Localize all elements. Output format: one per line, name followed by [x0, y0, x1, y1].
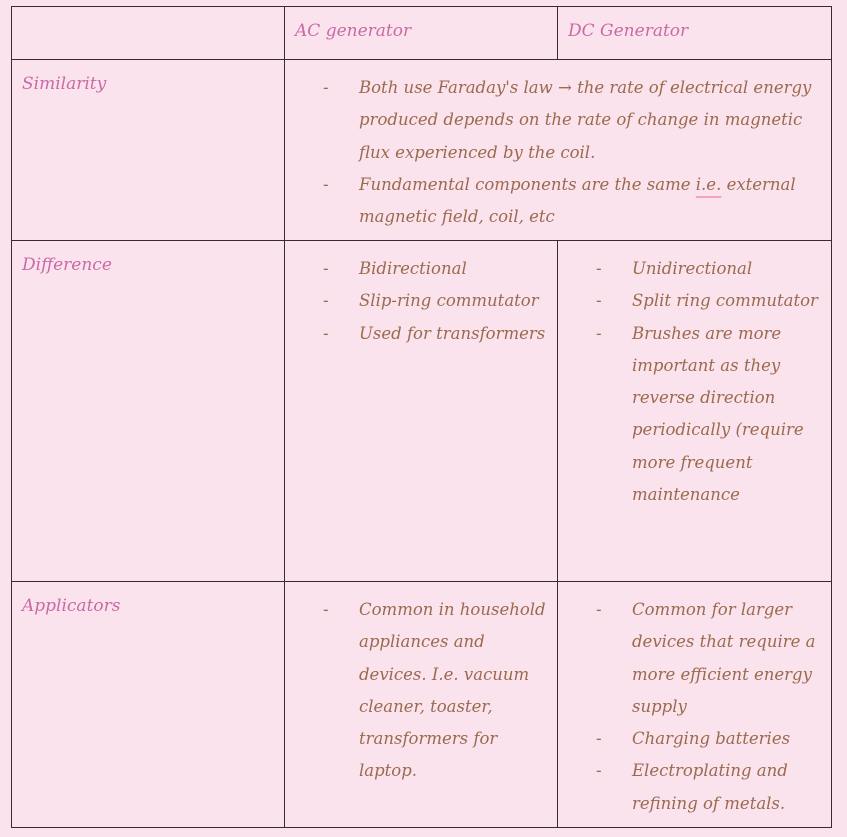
difference-label-cell: [12, 241, 285, 582]
similarity-points: [285, 60, 831, 233]
list-item: - Fundamental components are the same i.e. external magnetic field, coil, etc: [323, 169, 825, 234]
list-item: - Used for transformers: [323, 318, 551, 350]
row-label-applicators: Applicators: [22, 596, 121, 616]
table-row-applications: [12, 582, 832, 828]
difference-dc-points: [558, 241, 831, 511]
difference-ac-points: [285, 241, 557, 350]
ie-spell-mark: i.e.: [695, 174, 722, 194]
difference-ac-cell: [285, 241, 558, 582]
list-item: - Split ring commutator: [596, 285, 825, 317]
comparison-table: [11, 6, 832, 828]
list-item: - Bidirectional: [323, 253, 551, 285]
applications-ac-points: [285, 582, 557, 788]
row-label-similarity: Similarity: [22, 74, 107, 94]
header-blank-cell: [12, 7, 285, 60]
list-item: - Unidirectional: [596, 253, 825, 285]
table-header-row: [12, 7, 832, 60]
table-row-difference: [12, 241, 832, 582]
list-item: - Both use Faraday's law → the rate of electrical energy produced depends on the rate of change in magnetic flux experienced by the coil.: [323, 72, 825, 169]
difference-dc-cell: [558, 241, 832, 582]
list-item: - Slip-ring commutator: [323, 285, 551, 317]
list-item: - Charging batteries: [596, 723, 825, 755]
list-item: - Electroplating and refining of metals.: [596, 755, 825, 820]
table-row-similarity: [12, 60, 832, 241]
list-item: - Common in household appliances and devices. I.e. vacuum cleaner, toaster, transformers for laptop.: [323, 594, 551, 788]
list-item: - Common for larger devices that require a more efficient energy supply: [596, 594, 825, 723]
list-item: - Brushes are more important as they reverse direction periodically (require more frequent maintenance: [596, 318, 825, 512]
similarity-content-cell: [285, 60, 832, 241]
header-ac-generator: AC generator: [295, 21, 412, 41]
header-ac-cell: [285, 7, 558, 60]
applications-ac-cell: [285, 582, 558, 828]
applications-label-cell: [12, 582, 285, 828]
applications-dc-cell: [558, 582, 832, 828]
row-label-difference: Difference: [22, 255, 112, 275]
similarity-label-cell: [12, 60, 285, 241]
header-dc-cell: [558, 7, 832, 60]
header-dc-generator: DC Generator: [568, 21, 689, 41]
applications-dc-points: [558, 582, 831, 820]
